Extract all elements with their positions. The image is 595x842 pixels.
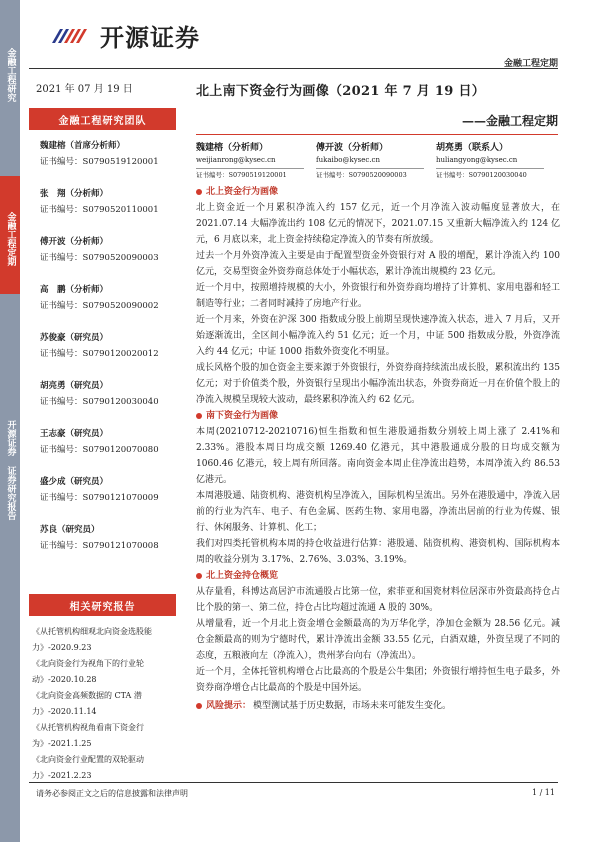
team-member [40,474,180,506]
analyst-card [316,141,436,181]
logo-mark-icon [50,21,94,51]
analyst-cert: 证书编号：S0790519120001 [196,171,287,179]
body-paragraph: 近一个月，全体托管机构增仓占比最高的个股是公牛集团；外资银行增持恒生电子最多，外资券商净增仓占比最高的个股是中国外运。 [196,667,560,693]
team-member-cert: 证书编号：S0790520090002 [40,301,159,311]
team-member [40,378,180,410]
analyst-name: 傅开波（分析师） [316,143,389,153]
analyst-cert: 证书编号：S0790520090003 [316,171,407,179]
report-body [196,184,560,714]
team-member-name: 王志豪（研究员） [40,429,109,439]
report-category: 金融工程定期 [503,59,558,69]
analyst-row [196,141,558,181]
body-paragraph: 成长风格个股的加仓资金主要来源于外资银行，外资券商持续流出成长股，累积流出约 135 亿元；对于价值类个股，外资银行呈现出小幅净流出状态，外资券商近一月在价值个股上的净流入规模呈现较大波动，最终累积净流入约 62 亿元。 [196,363,560,405]
page-subtitle: ——金融工程定期 [461,114,558,128]
team-member-cert: 证书编号：S0790520110001 [40,205,159,215]
team-member-cert: 证书编号：S0790120030040 [40,397,159,407]
analyst-name: 魏建榕（分析师） [196,143,269,153]
team-member [40,282,180,314]
team-heading: 金融工程研究团队 [29,108,176,130]
analyst-divider [316,168,424,169]
analyst-email[interactable]: huliangyong@kysec.cn [436,156,518,164]
section-heading: 北上资金持仓概览 [196,568,560,584]
analyst-card [436,141,556,181]
team-member-name: 盛少成（研究员） [40,477,109,487]
side-strip [0,0,20,842]
body-paragraph: 近一个月中，按照增持规模的大小，外资银行和外资券商均增持了计算机、家用电器和轻工制造等行业；二者同时减持了房地产行业。 [196,283,560,309]
bullet-icon [196,189,202,195]
risk-label: 风险提示： [206,701,252,711]
analyst-email[interactable]: fukaibo@kysec.cn [316,156,380,164]
title-divider [196,134,558,135]
side-strip-label: 金融工程定期 [5,212,16,266]
related-item[interactable]: 《北向资金行业配置的双轮驱动力》-2021.2.23 [32,755,144,780]
bullet-icon [196,573,202,579]
analyst-name: 胡亮勇（联系人） [436,143,509,153]
team-member-cert: 证书编号：S0790121070008 [40,541,159,551]
team-member [40,186,180,218]
related-item[interactable]: 《从托管机构细观北向资金选股能力》-2020.9.23 [32,627,152,652]
team-member-cert: 证书编号：S0790120070080 [40,445,159,455]
team-member-name: 高 鹏（分析师） [40,285,109,295]
analyst-cert: 证书编号：S0790120030040 [436,171,527,179]
team-member-cert: 证书编号：S0790519120001 [40,157,159,167]
analyst-card [196,141,316,181]
page-number: 1 / 11 [531,788,555,797]
related-heading: 相关研究报告 [29,594,176,616]
team-member-name: 张 翔（分析师） [40,189,109,199]
team-member-cert: 证书编号：S0790120020012 [40,349,159,359]
report-date: 2021 年 07 月 19 日 [36,84,133,95]
analyst-email[interactable]: weijianrong@kysec.cn [196,156,276,164]
body-paragraph: 我们对四类托管机构本周的持仓收益进行估算：港股通、陆资机构、港资机构、国际机构本周的收益分别为 3.17%、2.76%、3.03%、3.19%。 [196,539,560,565]
body-paragraph: 过去一个月外资净流入主要是由于配置型资金外资银行对 A 股的增配，累计净流入约 100 亿元，交易型资金外资券商总体处于小幅状态，累计净流出规模约 23 亿元。 [196,251,560,277]
team-member-name: 魏建榕（首席分析师） [40,141,126,151]
team-member-name: 傅开波（分析师） [40,237,109,247]
team-member-cert: 证书编号：S0790520090003 [40,253,159,263]
body-paragraph: 近一个月来，外资在沪深 300 指数成分股上前期呈现快速净流入状态，进入 7 月后，又开始逐渐流出，全区间小幅净流入约 51 亿元；近一个月，中证 500 指数成分股，外资净流入约 44 亿元；中证 1000 指数外资变化不明显。 [196,315,560,357]
team-member-cert: 证书编号：S0790121070009 [40,493,159,503]
body-paragraph: 本周港股通、陆资机构、港资机构呈净流入，国际机构呈流出。另外在港股通中，净流入居前的行业为汽车、电子、有色金属、医药生物、家用电器，净流出居前的行业为传媒、银行、休闲服务、计算机、化工； [196,491,560,533]
page-title: 北上南下资金行为画像（2021 年 7 月 19 日） [196,84,486,99]
section-heading: 南下资金行为画像 [196,408,560,424]
analyst-divider [436,168,544,169]
related-item[interactable]: 《从托管机构视角看南下资金行为》-2021.1.25 [32,723,144,748]
side-strip-segment-research [0,0,20,176]
team-member-name: 苏俊豪（研究员） [40,333,109,343]
team-member-name: 胡亮勇（研究员） [40,381,109,391]
related-item[interactable]: 《北向资金行为视角下的行业轮动》-2020.10.28 [32,659,144,684]
bullet-icon [196,413,202,419]
brand-logo [50,18,200,53]
section-heading: 北上资金行为画像 [196,184,560,200]
team-member-name: 苏良（研究员） [40,525,100,535]
side-strip-segment-periodic [0,176,20,294]
body-paragraph: 从存量看，科博达高居沪市流通股占比第一位，索菲亚和国瓷材料位居深市外资最高持仓占比个股的第一、第二位，持仓占比均超过流通 A 股的 30%。 [196,587,560,613]
side-strip-label: 开源证券 证券研究报告 [5,420,16,520]
footer-disclaimer: 请务必参阅正文之后的信息披露和法律声明 [36,789,188,798]
team-member [40,138,180,170]
risk-text: 模型测试基于历史数据，市场未来可能发生变化。 [253,701,452,711]
risk-warning [196,698,560,714]
footer-divider [29,782,558,783]
bullet-icon [196,703,202,709]
body-paragraph: 本周(20210712-20210716)恒生指数和恒生港股通指数分别较上周上涨了 2.41%和 2.33%。港股本周日均成交额 1269.40 亿港元，其中港股通成分股的日均成交额为 1060.46 亿港元，较上周有所回落。南向资金本周止住净流出趋势，本周净流入约 86.53 亿港元。 [196,427,560,485]
analyst-divider [196,168,304,169]
team-member [40,330,180,362]
brand-logo-text: 开源证券 [100,24,200,52]
related-list [32,624,182,784]
related-item[interactable]: 《北向资金高频数据的 CTA 潜力》-2020.11.14 [32,691,142,716]
body-paragraph: 北上资金近一个月累积净流入约 157 亿元，近一个月净流入波动幅度显著放大，在 2021.07.14 大幅净流出约 108 亿元的情况下，2021.07.15 又重新大幅净流入约 124 亿元，6 月底以来，北上资金持续稳定净流入的节奏有所放缓。 [196,203,560,245]
side-strip-label: 金融工程研究 [5,48,16,102]
side-strip-segment-brand [0,294,20,842]
body-paragraph: 从增量看，近一个月北上资金增仓金额最高的为万华化学，净加仓金额为 28.56 亿元。减仓金额最高的则为宁德时代，累计净流出金额 33.55 亿元，白酒双雄，外资呈现了不同的态度，五粮液向左（净流入），贵州茅台向右（净流出）。 [196,619,560,661]
team-member [40,234,180,266]
header-divider [29,68,558,69]
team-member [40,426,180,458]
team-member [40,522,180,554]
